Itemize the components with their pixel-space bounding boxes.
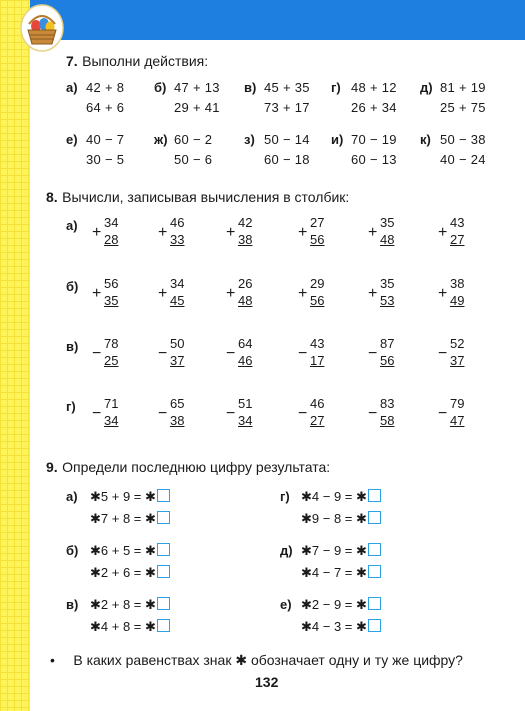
equality-text: ✱4 − 3 = ✱ xyxy=(301,619,367,634)
column-calc xyxy=(226,336,258,372)
bottom-number: 56 xyxy=(310,293,325,308)
equality-text: ✱7 + 8 = ✱ xyxy=(90,511,156,526)
expression: 47 + 13 xyxy=(174,80,220,95)
answer-box xyxy=(157,543,170,556)
bottom-number: 27 xyxy=(310,413,325,428)
equality-text: ✱7 − 9 = ✱ xyxy=(301,543,367,558)
column-calc xyxy=(438,215,470,251)
answer-box xyxy=(368,511,381,524)
page-number: 132 xyxy=(255,674,279,690)
column-calc xyxy=(368,215,400,251)
task-title: Выполни действия: xyxy=(82,53,209,69)
operation-sign: + xyxy=(368,285,378,302)
item-label: б) xyxy=(66,543,79,558)
top-number: 34 xyxy=(170,276,185,291)
operation-sign: − xyxy=(158,405,168,422)
operation-sign: + xyxy=(92,224,102,241)
bottom-number: 38 xyxy=(170,413,185,428)
column-calc xyxy=(438,396,470,432)
item-label: б) xyxy=(66,279,79,294)
task-title: Определи последнюю цифру результата: xyxy=(62,459,331,475)
top-number: 35 xyxy=(380,215,395,230)
operation-sign: − xyxy=(298,405,308,422)
answer-box xyxy=(368,597,381,610)
top-number: 26 xyxy=(238,276,253,291)
answer-box xyxy=(368,543,381,556)
bottom-number: 33 xyxy=(170,232,185,247)
item-label: г) xyxy=(331,80,341,95)
equality xyxy=(90,597,170,613)
column-calc xyxy=(158,336,190,372)
item-label: г) xyxy=(280,489,290,504)
answer-box xyxy=(157,489,170,502)
task-number: 8. xyxy=(46,189,58,205)
column-calc xyxy=(298,276,330,312)
expression: 25 + 75 xyxy=(440,100,486,115)
column-calc xyxy=(438,336,470,372)
top-number: 51 xyxy=(238,396,253,411)
equality-text: ✱9 − 8 = ✱ xyxy=(301,511,367,526)
bottom-number: 49 xyxy=(450,293,465,308)
equality xyxy=(301,619,381,635)
operation-sign: − xyxy=(92,405,102,422)
operation-sign: − xyxy=(298,345,308,362)
top-number: 64 xyxy=(238,336,253,351)
item-label: в) xyxy=(66,339,79,354)
final-question xyxy=(50,652,463,670)
operation-sign: + xyxy=(368,224,378,241)
equality xyxy=(301,565,381,581)
expression: 26 + 34 xyxy=(351,100,397,115)
bottom-number: 37 xyxy=(450,353,465,368)
top-number: 42 xyxy=(238,215,253,230)
expression: 60 − 18 xyxy=(264,152,310,167)
operation-sign: − xyxy=(438,405,448,422)
expression: 40 − 24 xyxy=(440,152,486,167)
bottom-number: 47 xyxy=(450,413,465,428)
task-8-heading xyxy=(46,189,349,207)
column-calc xyxy=(368,336,400,372)
expression: 45 + 35 xyxy=(264,80,310,95)
equality-text: ✱4 − 7 = ✱ xyxy=(301,565,367,580)
expression: 60 − 2 xyxy=(174,132,213,147)
column-calc xyxy=(158,215,190,251)
top-number: 46 xyxy=(170,215,185,230)
top-number: 79 xyxy=(450,396,465,411)
item-label: в) xyxy=(66,597,79,612)
expression: 29 + 41 xyxy=(174,100,220,115)
top-number: 29 xyxy=(310,276,325,291)
equality xyxy=(301,543,381,559)
operation-sign: − xyxy=(158,345,168,362)
column-calc xyxy=(92,215,124,251)
bottom-number: 46 xyxy=(238,353,253,368)
expression: 50 − 6 xyxy=(174,152,213,167)
bottom-number: 37 xyxy=(170,353,185,368)
task-number: 9. xyxy=(46,459,58,475)
column-calc xyxy=(226,215,258,251)
operation-sign: + xyxy=(92,285,102,302)
bottom-number: 35 xyxy=(104,293,119,308)
equality xyxy=(301,489,381,505)
column-calc xyxy=(92,336,124,372)
operation-sign: − xyxy=(92,345,102,362)
top-number: 46 xyxy=(310,396,325,411)
column-calc xyxy=(298,336,330,372)
expression: 40 − 7 xyxy=(86,132,125,147)
side-strip xyxy=(0,0,30,711)
operation-sign: + xyxy=(226,224,236,241)
operation-sign: − xyxy=(226,405,236,422)
expression: 64 + 6 xyxy=(86,100,125,115)
bottom-number: 25 xyxy=(104,353,119,368)
header-bar xyxy=(0,0,525,40)
operation-sign: + xyxy=(438,285,448,302)
bottom-number: 56 xyxy=(310,232,325,247)
equality xyxy=(90,489,170,505)
operation-sign: − xyxy=(368,345,378,362)
question-text: В каких равенствах знак ✱ обозначает одну и ту же цифру? xyxy=(73,652,463,668)
expression: 48 + 12 xyxy=(351,80,397,95)
expression: 42 + 8 xyxy=(86,80,125,95)
column-calc xyxy=(298,215,330,251)
column-calc xyxy=(92,276,124,312)
top-number: 83 xyxy=(380,396,395,411)
top-number: 78 xyxy=(104,336,119,351)
expression: 30 − 5 xyxy=(86,152,125,167)
equality-text: ✱2 − 9 = ✱ xyxy=(301,597,367,612)
bottom-number: 17 xyxy=(310,353,325,368)
bottom-number: 38 xyxy=(238,232,253,247)
bottom-number: 34 xyxy=(104,413,119,428)
bullet: • xyxy=(50,652,55,668)
bottom-number: 27 xyxy=(450,232,465,247)
top-number: 52 xyxy=(450,336,465,351)
equality-text: ✱4 + 8 = ✱ xyxy=(90,619,156,634)
item-label: в) xyxy=(244,80,257,95)
column-calc xyxy=(226,276,258,312)
item-label: а) xyxy=(66,489,78,504)
item-label: и) xyxy=(331,132,344,147)
item-label: а) xyxy=(66,218,78,233)
column-calc xyxy=(438,276,470,312)
top-number: 56 xyxy=(104,276,119,291)
item-label: а) xyxy=(66,80,78,95)
item-label: е) xyxy=(280,597,292,612)
top-number: 65 xyxy=(170,396,185,411)
bottom-number: 53 xyxy=(380,293,395,308)
bottom-number: 48 xyxy=(238,293,253,308)
task-7-heading xyxy=(66,53,208,71)
answer-box xyxy=(157,619,170,632)
top-number: 87 xyxy=(380,336,395,351)
answer-box xyxy=(157,597,170,610)
top-number: 34 xyxy=(104,215,119,230)
expression: 50 − 14 xyxy=(264,132,310,147)
answer-box xyxy=(368,565,381,578)
bottom-number: 34 xyxy=(238,413,253,428)
item-label: з) xyxy=(244,132,255,147)
column-calc xyxy=(368,276,400,312)
operation-sign: − xyxy=(438,345,448,362)
task-title: Вычисли, записывая вычисления в столбик: xyxy=(62,189,350,205)
top-number: 50 xyxy=(170,336,185,351)
column-calc xyxy=(158,396,190,432)
expression: 60 − 13 xyxy=(351,152,397,167)
item-label: б) xyxy=(154,80,167,95)
equality xyxy=(90,511,170,527)
item-label: ж) xyxy=(154,132,168,147)
expression: 73 + 17 xyxy=(264,100,310,115)
equality xyxy=(90,565,170,581)
column-calc xyxy=(368,396,400,432)
operation-sign: − xyxy=(368,405,378,422)
item-label: д) xyxy=(280,543,293,558)
expression: 50 − 38 xyxy=(440,132,486,147)
bottom-number: 58 xyxy=(380,413,395,428)
answer-box xyxy=(368,489,381,502)
operation-sign: − xyxy=(226,345,236,362)
top-number: 71 xyxy=(104,396,119,411)
equality-text: ✱2 + 6 = ✱ xyxy=(90,565,156,580)
bottom-number: 56 xyxy=(380,353,395,368)
bottom-number: 28 xyxy=(104,232,119,247)
answer-box xyxy=(368,619,381,632)
top-number: 35 xyxy=(380,276,395,291)
egg-basket-icon xyxy=(20,4,64,52)
item-label: е) xyxy=(66,132,78,147)
top-number: 43 xyxy=(450,215,465,230)
equality-text: ✱6 + 5 = ✱ xyxy=(90,543,156,558)
equality-text: ✱2 + 8 = ✱ xyxy=(90,597,156,612)
column-calc xyxy=(92,396,124,432)
operation-sign: + xyxy=(226,285,236,302)
expression: 81 + 19 xyxy=(440,80,486,95)
operation-sign: + xyxy=(158,285,168,302)
operation-sign: + xyxy=(158,224,168,241)
operation-sign: + xyxy=(298,224,308,241)
bottom-number: 45 xyxy=(170,293,185,308)
equality xyxy=(90,543,170,559)
top-number: 43 xyxy=(310,336,325,351)
top-number: 27 xyxy=(310,215,325,230)
expression: 70 − 19 xyxy=(351,132,397,147)
task-9-heading xyxy=(46,459,330,477)
column-calc xyxy=(158,276,190,312)
top-number: 38 xyxy=(450,276,465,291)
task-number: 7. xyxy=(66,53,78,69)
item-label: к) xyxy=(420,132,431,147)
equality xyxy=(301,597,381,613)
equality xyxy=(301,511,381,527)
answer-box xyxy=(157,511,170,524)
equality-text: ✱5 + 9 = ✱ xyxy=(90,489,156,504)
column-calc xyxy=(298,396,330,432)
answer-box xyxy=(157,565,170,578)
operation-sign: + xyxy=(298,285,308,302)
bottom-number: 48 xyxy=(380,232,395,247)
equality-text: ✱4 − 9 = ✱ xyxy=(301,489,367,504)
item-label: д) xyxy=(420,80,433,95)
operation-sign: + xyxy=(438,224,448,241)
item-label: г) xyxy=(66,399,76,414)
column-calc xyxy=(226,396,258,432)
equality xyxy=(90,619,170,635)
